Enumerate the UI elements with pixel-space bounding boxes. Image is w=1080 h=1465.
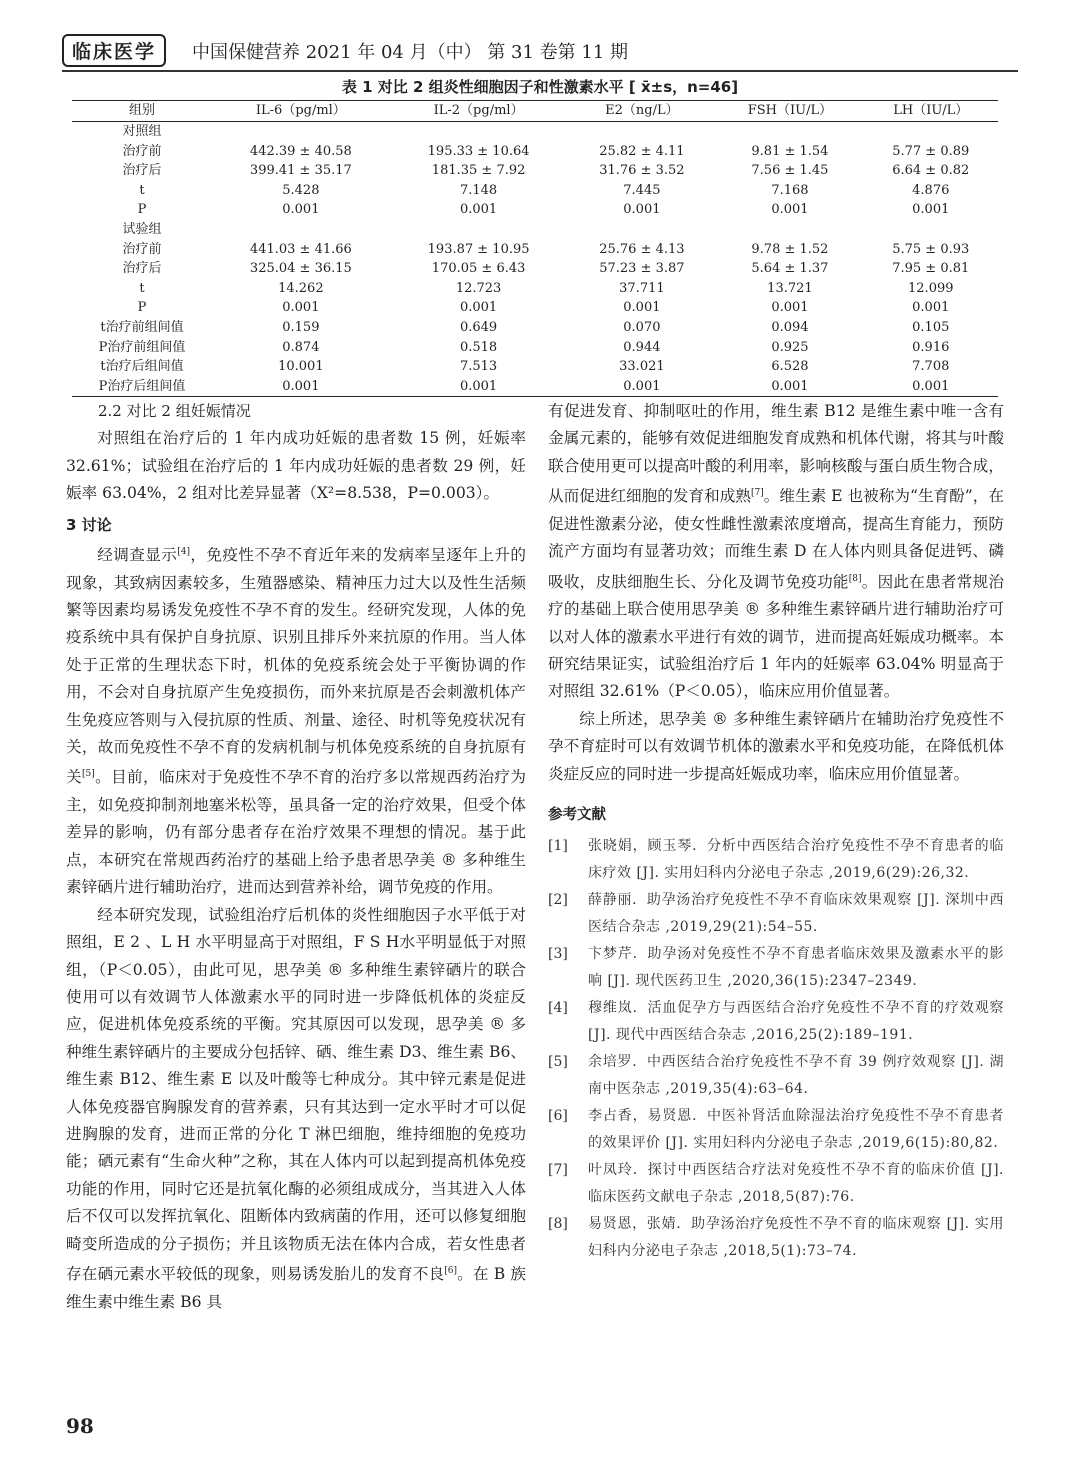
table-cell [390,220,568,240]
table-cell: 0.649 [459,319,498,335]
table-cell [716,122,863,142]
references-heading: 参考文献 [548,807,606,824]
table-row [72,200,998,220]
table-cell: 12.723 [455,280,502,296]
row-label: 试验组 [122,221,162,237]
table-cell: 0.070 [623,319,661,335]
citation: [6] [444,1265,457,1276]
table-cell: 0.001 [771,300,809,316]
table-cell: 0.001 [771,202,809,218]
table-row [72,279,998,299]
reference-item [548,833,1004,887]
reference-item [548,1211,1004,1265]
table-cell [212,220,390,240]
table-cell: 0.105 [912,319,950,335]
row-label: 治疗前 [122,143,162,159]
row-label: 治疗后 [122,163,162,179]
table-cell: 7.168 [771,182,809,198]
table-header-cell: IL-6（pg/ml） [212,101,390,122]
table-header-row [72,101,998,122]
paragraph: 经本研究发现，试验组治疗后机体的炎性细胞因子水平低于对照组，E 2 、L H 水平明显高于对照组，F S H水平明显低于对照组，（P＜0.05），由此可见，思孕美 ® 多种维生素锌硒片的联合使用可以有效调节人体激素水平的同时进一步降低机体的炎症反应，促进机体免疫系统的平衡。究其原因可以发现，思孕美 ® 多种维生素锌硒片的主要成分包括锌、硒、维生素 D3、维生素 B6、维生素 B12、维生素 E 以及叶酸等七种成分。其中锌元素是促进人体免疫器官胸腺发育的营养素，只有其达到一定水平时才可以促进胸腺的发育，进而正常的分化 T 淋巴细胞，维持细胞的免疫功能；硒元素有“生命火种”之称，其在人体内可以起到提高机体免疫功能的作用，同时它还是抗氧化酶的必须组成成分，当其进入人体后不仅可以发挥抗氧化、阻断体内致病菌的作用，还可以修复细胞畸变所造成的分子损伤；并且该物质无法在体内合成，若女性患者存在硒元素水平较低的现象，则易诱发胎儿的发育不良[6]。在 B 族维生素中维生素 B6 具 [66,905,526,1311]
row-label: 治疗后 [122,261,162,277]
row-label: P [137,202,147,218]
table-cell [864,220,998,240]
table-row [72,220,998,240]
table-cell: 6.64 ± 0.82 [892,163,970,179]
citation: [7] [750,488,764,499]
reference-item [548,941,1004,995]
table-cell: 12.099 [908,280,954,296]
page-header [62,30,1018,72]
table-cell: 170.05 ± 6.43 [431,261,526,277]
reference-number: [5] [548,1054,568,1071]
table-cell: 0.001 [212,377,390,397]
table-header-cell: E2（ng/L） [567,101,716,122]
reference-text: 叶凤玲．探讨中西医结合疗法对免疫性不孕不育的临床价值 [J]. 临床医药文献电子杂志 ,2018,5(87):76. [588,1162,1004,1206]
table-cell: 13.721 [767,280,813,296]
row-label: t [139,280,145,296]
journal-logo: 临床医学 [62,34,166,67]
reference-number: [3] [548,946,568,963]
table-cell: 0.518 [459,339,498,355]
section-heading-2-2: 2.2 对比 2 组妊娠情况 [98,402,251,420]
reference-list [548,833,1004,1265]
row-label: P治疗前组间值 [98,339,186,355]
table-row [72,357,998,377]
reference-item [548,1103,1004,1157]
table-row [72,122,998,142]
table-row [72,142,998,162]
page-number: 98 [66,1414,94,1438]
table-header-cell: LH（IU/L） [864,101,998,122]
table-cell [864,122,998,142]
table-cell: 0.001 [390,377,568,397]
reference-text: 穆维岚．活血促孕方与西医结合治疗免疫性不孕不育的疗效观察 [J]. 现代中西医结合杂志 ,2016,25(2):189–191. [588,1000,1004,1044]
paragraph: 对照组在治疗后的 1 年内成功妊娠的患者数 15 例，妊娠率 32.61%；试验组在治疗后的 1 年内成功妊娠的患者数 29 例，妊娠率 63.04%，2 组对比差异显著（X²=8.538，P=0.003）。 [66,429,526,503]
reference-text: 薛静丽．助孕汤治疗免疫性不孕不育临床效果观察 [J]. 深圳中西医结合杂志 ,2019,29(21):54–55. [588,892,1004,936]
table-cell [567,122,716,142]
table-cell: 0.001 [459,300,498,316]
table-cell: 57.23 ± 3.87 [599,261,685,277]
reference-text: 李占香，易贤恩．中医补肾活血除湿法治疗免疫性不孕不育患者的效果评价 [J]. 实用妇科内分泌电子杂志 ,2019,6(15):80,82. [588,1108,1004,1152]
reference-text: 卞梦芹．助孕汤对免疫性不孕不育患者临床效果及激素水平的影响 [J]. 现代医药卫生 ,2020,36(15):2347–2349. [588,946,1004,990]
table-cell: 0.874 [282,339,320,355]
table-title: 表 1 对比 2 组炎性细胞因子和性激素水平 [ x̄±s，n=46] [341,78,739,96]
reference-number: [8] [548,1216,568,1233]
paragraph: 经调查显示[4]，免疫性不孕不育近年来的发病率呈逐年上升的现象，其致病因素较多，生殖器感染、精神压力过大以及性生活频繁等因素均易诱发免疫性不孕不育的发生。经研究发现，人体的免疫系统中具有保护自身抗原、识别且排斥外来抗原的作用。当人体处于正常的生理状态下时，机体的免疫系统会处于平衡协调的作用，不会对自身抗原产生免疫损伤，而外来抗原是否会刺激机体产生免疫应答则与入侵抗原的性质、剂量、途径、时机等免疫状况有关，故而免疫性不孕不育的发病机制与机体免疫系统的自身抗原有关[5]。目前，临床对于免疫性不孕不育的治疗多以常规西药治疗为主，如免疫抑制剂地塞米松等，虽具备一定的治疗效果，但受个体差异的影响，仍有部分患者存在治疗效果不理想的情况。基于此点，本研究在常规西药治疗的基础上给予患者思孕美 ® 多种维生素锌硒片进行辅助治疗，进而达到营养补给，调节免疫的作用。 [66,546,526,897]
table-cell: 9.81 ± 1.54 [751,143,829,159]
table-row [72,298,998,318]
section-heading-3: 3 讨论 [66,515,112,534]
table-cell: 0.001 [567,377,716,397]
table-cell [567,220,716,240]
table-row [72,377,998,397]
table-row [72,161,998,181]
citation: [4] [177,547,190,558]
data-table [72,100,998,397]
table-cell: 181.35 ± 7.92 [431,163,526,179]
table-cell: 5.77 ± 0.89 [892,143,970,159]
reference-item [548,887,1004,941]
left-column [66,398,526,1316]
table-header-cell: 组别 [72,101,212,122]
paragraph: 有促进发育、抑制呕吐的作用，维生素 B12 是维生素中唯一含有金属元素的，能够有效促进细胞发育成熟和机体代谢，将其与叶酸联合使用更可以提高叶酸的利用率，影响核酸与蛋白质生物合成，从而促进红细胞的发育和成熟[7]。维生素 E 也被称为“生育酚”，在促进性激素分泌，使女性雌性激素浓度增高，提高生育能力，预防流产方面均有显著功效；而维生素 D 在人体内则具备促进钙、磷吸收，皮肤细胞生长、分化及调节免疫功能[8]。因此在患者常规治疗的基础上联合使用思孕美 ® 多种维生素锌硒片进行辅助治疗可以对人体的激素水平进行有效的调节，进而提高妊娠成功概率。本研究结果证实，试验组治疗后 1 年内的妊娠率 63.04% 明显高于对照组 32.61%（P＜0.05），临床应用价值显著。 [548,402,1004,701]
reference-text: 易贤恩，张婧．助孕汤治疗免疫性不孕不育的临床观察 [J]. 实用妇科内分泌电子杂志 ,2018,5(1):73–74. [588,1216,1004,1260]
reference-number: [6] [548,1108,568,1125]
table-cell: 442.39 ± 40.58 [249,143,352,159]
table-cell: 0.944 [623,339,661,355]
table-cell: 37.711 [619,280,665,296]
reference-number: [2] [548,892,568,909]
table-cell: 7.95 ± 0.81 [892,261,970,277]
table-cell: 7.708 [912,359,950,375]
table-row [72,240,998,260]
reference-text: 张晓娟，顾玉琴．分析中西医结合治疗免疫性不孕不育患者的临床疗效 [J]. 实用妇科内分泌电子杂志 ,2019,6(29):26,32. [588,838,1004,882]
table-cell: 9.78 ± 1.52 [751,241,829,257]
table-cell: 325.04 ± 36.15 [249,261,352,277]
table-header-cell: FSH（IU/L） [716,101,863,122]
table-cell: 7.445 [623,182,661,198]
table-cell [212,122,390,142]
table-cell: 7.56 ± 1.45 [751,163,829,179]
table-row [72,259,998,279]
table-cell: 0.001 [912,202,950,218]
paragraph: 综上所述，思孕美 ® 多种维生素锌硒片在辅助治疗免疫性不孕不育症时可以有效调节机体的激素水平和免疫功能，在降低机体炎症反应的同时进一步提高妊娠成功率，临床应用价值显著。 [548,709,1004,783]
table-cell: 0.925 [771,339,809,355]
table-cell: 25.82 ± 4.11 [599,143,685,159]
row-label: t [139,182,145,198]
row-label: 治疗前 [122,241,162,257]
table-cell: 0.001 [623,300,661,316]
table-cell: 0.001 [459,202,498,218]
table-cell: 31.76 ± 3.52 [599,163,685,179]
table-row [72,338,998,358]
table-cell: 0.001 [912,300,950,316]
table-cell: 14.262 [278,280,324,296]
row-label: t治疗前组间值 [100,319,184,335]
table-cell: 0.001 [864,377,998,397]
reference-item [548,1157,1004,1211]
reference-item [548,1049,1004,1103]
row-label: P治疗后组间值 [72,377,212,397]
row-label: 对照组 [122,124,162,139]
table-row [72,318,998,338]
table-cell: 4.876 [912,182,950,198]
table-cell: 7.513 [459,359,498,375]
table-cell: 0.001 [716,377,863,397]
table-cell: 0.159 [282,319,320,335]
reference-item [548,995,1004,1049]
table-cell: 10.001 [278,359,324,375]
table-row [72,181,998,201]
reference-number: [4] [548,1000,568,1017]
citation: [8] [848,573,862,584]
table-cell: 33.021 [619,359,665,375]
row-label: P [137,300,147,316]
table-cell: 441.03 ± 41.66 [249,241,352,257]
reference-number: [7] [548,1162,568,1179]
row-label: t治疗后组间值 [100,359,184,375]
table-cell: 193.87 ± 10.95 [427,241,530,257]
table-cell: 6.528 [771,359,809,375]
citation: [5] [81,769,95,780]
reference-number: [1] [548,838,568,855]
table-cell: 5.428 [282,182,320,198]
journal-info: 中国保健营养 2021 年 04 月（中） 第 31 卷第 11 期 [192,42,629,63]
table-cell: 0.001 [282,300,320,316]
table-cell: 25.76 ± 4.13 [599,241,685,257]
right-column [548,398,1004,1265]
table-cell: 195.33 ± 10.64 [427,143,530,159]
table-cell: 0.001 [623,202,661,218]
table-cell: 399.41 ± 35.17 [249,163,352,179]
table-header-cell: IL-2（pg/ml） [390,101,568,122]
reference-text: 余培罗．中西医结合治疗免疫性不孕不育 39 例疗效观察 [J]. 湖南中医杂志 ,2019,35(4):63–64. [588,1054,1004,1098]
table-cell: 0.094 [771,319,809,335]
table-cell [716,220,863,240]
table-cell: 5.64 ± 1.37 [751,261,829,277]
table-cell [390,122,568,142]
table-cell: 5.75 ± 0.93 [892,241,970,257]
table-cell: 0.001 [282,202,320,218]
table-cell: 0.916 [912,339,950,355]
table-cell: 7.148 [459,182,498,198]
